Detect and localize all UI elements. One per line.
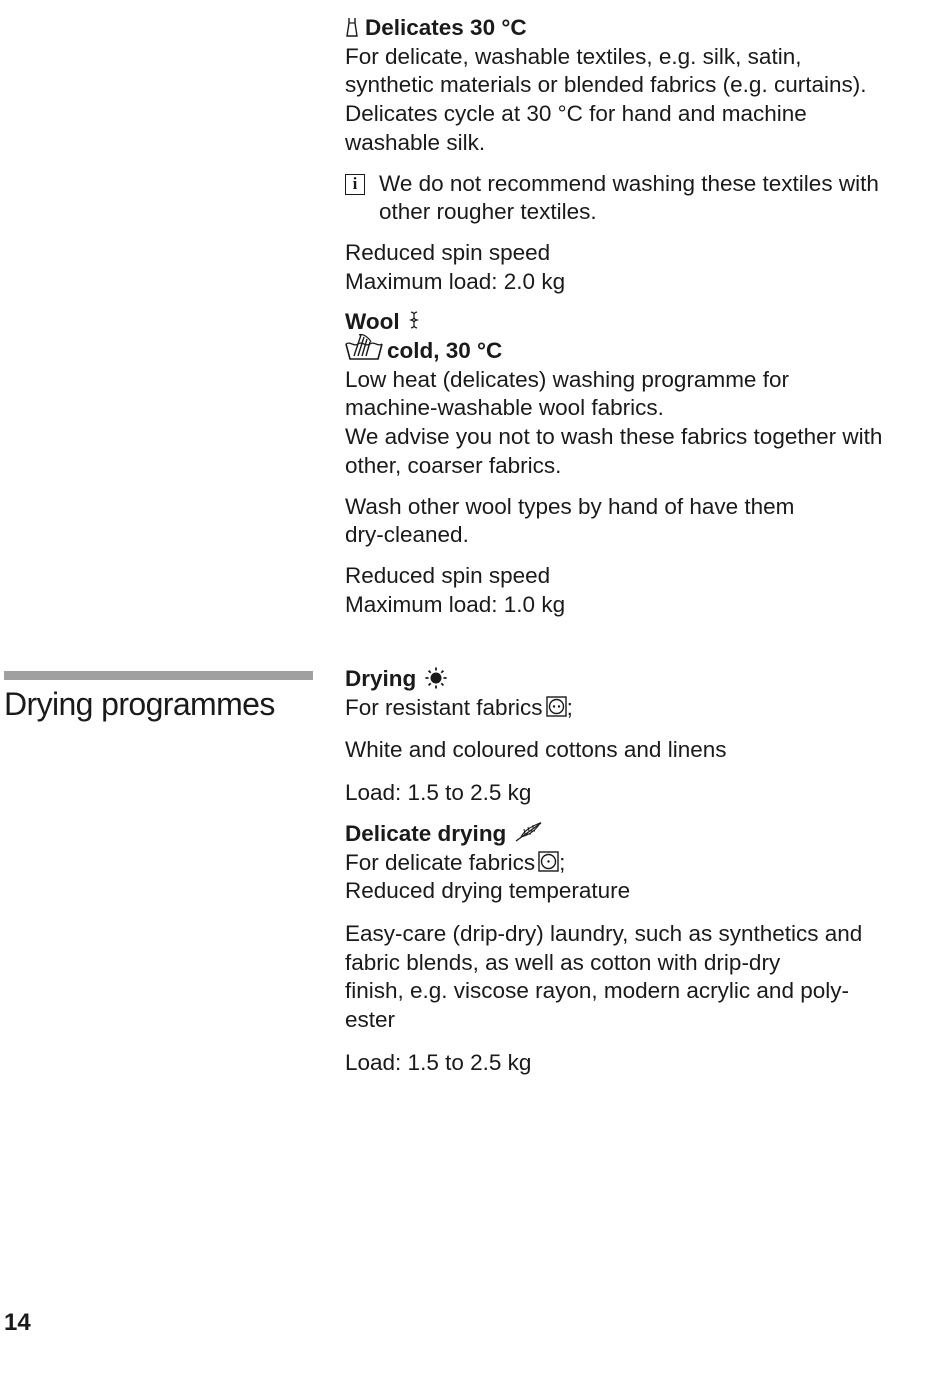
drying-for-text: For resistant fabrics <box>345 694 543 720</box>
info-icon: i <box>345 174 365 195</box>
delicate-drying-for <box>345 849 925 878</box>
section-divider-bar <box>4 671 313 680</box>
drying-for-suffix: ; <box>566 694 573 720</box>
delicates-dress-icon <box>345 17 359 37</box>
drying-for <box>345 694 925 723</box>
delicates-heading <box>345 14 925 43</box>
delicates-info-note <box>345 170 925 227</box>
page-number: 14 <box>4 1309 31 1336</box>
delicates-load: Maximum load: 2.0 kg <box>345 268 566 294</box>
wool-extra-line-2: dry-cleaned. <box>345 522 469 548</box>
wool-title: Wool <box>345 309 400 335</box>
delicate-drying-line-4: ester <box>345 1007 396 1033</box>
drying-load: Load: 1.5 to 2.5 kg <box>345 780 532 806</box>
wool-heading <box>345 308 925 337</box>
wool-line-3: We advise you not to wash these fabrics together with <box>345 424 883 450</box>
note-line-1: We do not recommend washing these textiles with <box>379 170 879 196</box>
tumble-dry-two-dots-icon <box>546 696 567 717</box>
washing-programmes-column <box>345 14 925 619</box>
delicate-drying-reduced: Reduced drying temperature <box>345 878 631 904</box>
delicates-line-4: washable silk. <box>345 129 486 155</box>
wool-subheading <box>345 337 925 366</box>
wool-skein-icon <box>408 310 420 332</box>
delicates-line-2: synthetic materials or blended fabrics (e.g. curtains). <box>345 72 867 98</box>
delicate-drying-line-1: Easy-care (drip-dry) laundry, such as synthetics and <box>345 920 863 946</box>
section-title: Drying programmes <box>4 686 275 722</box>
note-line-2: other rougher textiles. <box>379 199 597 225</box>
feather-icon <box>515 822 543 842</box>
wool-line-4: other, coarser fabrics. <box>345 452 562 478</box>
delicate-drying-for-text: For delicate fabrics <box>345 849 536 875</box>
delicates-line-3: Delicates cycle at 30 °C for hand and machine <box>345 101 807 127</box>
delicate-drying-for-suffix: ; <box>559 849 566 875</box>
delicates-title: Delicates 30 °C <box>365 15 527 40</box>
sun-icon <box>425 667 447 689</box>
tumble-dry-one-dot-icon <box>538 851 559 872</box>
drying-heading <box>345 665 925 694</box>
wool-spin: Reduced spin speed <box>345 562 551 588</box>
wool-load: Maximum load: 1.0 kg <box>345 591 566 617</box>
delicate-drying-load: Load: 1.5 to 2.5 kg <box>345 1049 532 1075</box>
hand-wash-tub-icon <box>345 332 383 362</box>
delicates-line-1: For delicate, washable textiles, e.g. silk, satin, <box>345 43 802 69</box>
drying-title: Drying <box>345 666 417 691</box>
drying-programmes-column <box>345 665 925 1077</box>
wool-subtitle: cold, 30 °C <box>387 338 503 364</box>
delicate-drying-line-2: fabric blends, as well as cotton with drip-dry <box>345 949 781 975</box>
wool-line-1: Low heat (delicates) washing programme for <box>345 366 789 392</box>
wool-extra-line-1: Wash other wool types by hand of have them <box>345 493 795 519</box>
wool-line-2: machine-washable wool fabrics. <box>345 395 664 421</box>
delicate-drying-line-3: finish, e.g. viscose rayon, modern acrylic and poly- <box>345 978 849 1004</box>
delicates-spin: Reduced spin speed <box>345 239 551 265</box>
delicate-drying-title: Delicate drying <box>345 820 507 846</box>
delicate-drying-heading <box>345 820 925 849</box>
drying-desc: White and coloured cottons and linens <box>345 737 727 763</box>
